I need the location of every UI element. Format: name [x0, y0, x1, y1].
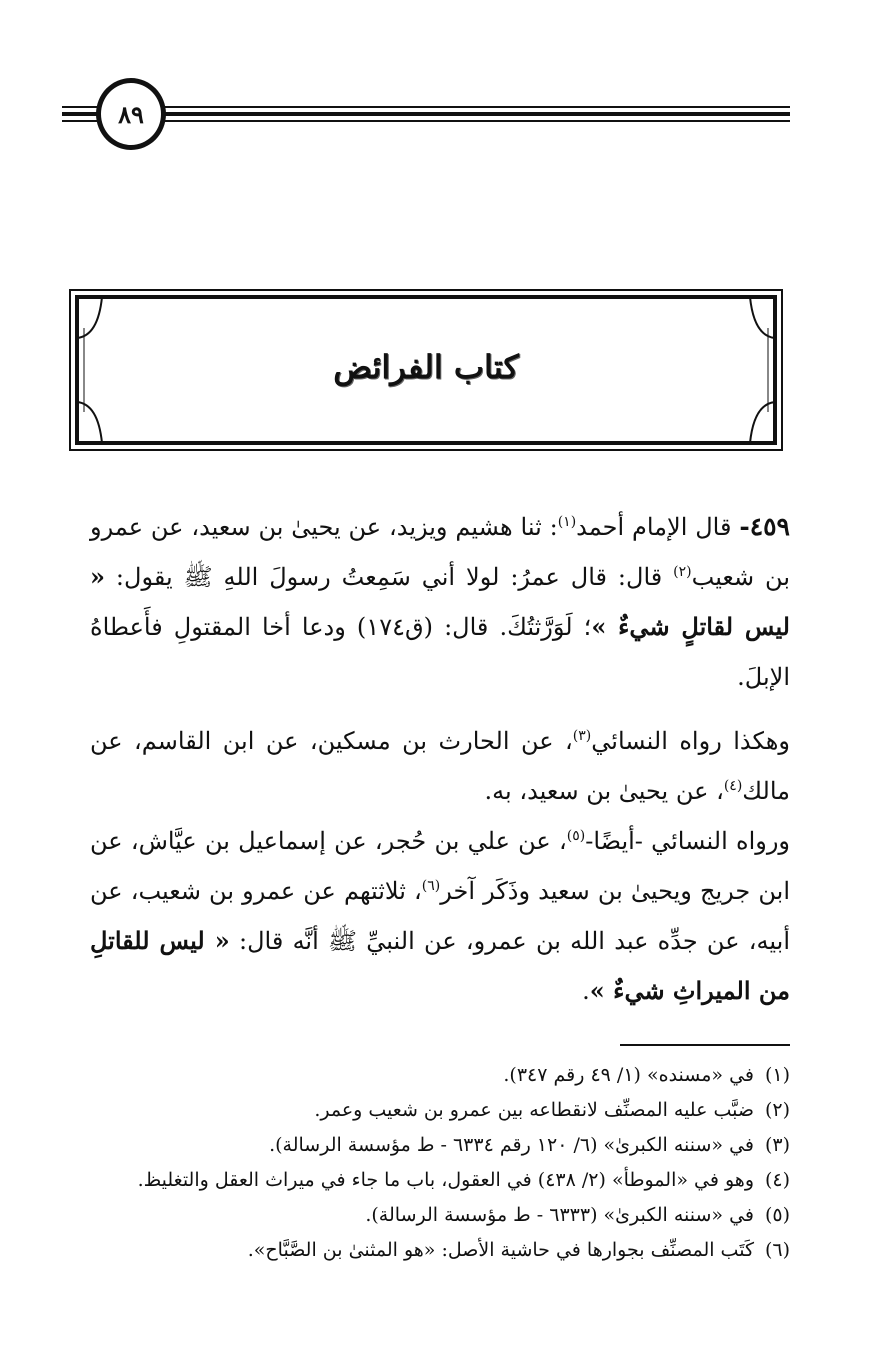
hadith-number: ٤٥٩-: [739, 512, 790, 541]
footnote-number: (١): [764, 1064, 790, 1086]
text-segment: : ثنا هشيم ويزيد، عن يحيىٰ بن سعيد، عن عمرو بن شعيب: [90, 513, 790, 591]
chapter-title: كتاب الفرائض: [333, 348, 519, 386]
text-segment: قال: قال عمرُ: لولا أني سَمِعتُ رسولَ اللهِ ﷺ يقول:: [105, 563, 674, 591]
footnote-divider: [620, 1044, 790, 1046]
text-segment: ؛ لَوَرَّثتُكَ. قال: (ق١٧٤) ودعا أخا المقتولِ فأَعطاهُ الإبلَ.: [90, 613, 790, 691]
footnote-text: كَتَب المصنِّف بجوارها في حاشية الأصل: «هو المثنىٰ بن الصَّبَّاح».: [247, 1239, 754, 1261]
footnote-item: [90, 1058, 790, 1093]
text-segment: ، عن علي بن حُجر، عن إسماعيل بن عيَّاش، عن ابن جريج ويحيىٰ بن سعيد وذَكَر آخر: [90, 827, 790, 905]
narration-paragraph: [90, 816, 790, 1016]
footnote-text: في «سننه الكبرىٰ» (٦/ ١٢٠ رقم ٦٣٣٤ - ط مؤسسة الرسالة).: [269, 1134, 754, 1156]
footnote-ref[interactable]: (٥): [566, 828, 586, 844]
prophetic-quote: « ليس للقاتلِ من الميراثِ شيءٌ »: [90, 926, 790, 1005]
footnotes: [90, 1058, 790, 1268]
header-rule: [62, 106, 790, 108]
footnote-item: [90, 1198, 790, 1233]
footnote-number: (٣): [764, 1134, 790, 1156]
narration-paragraph: [90, 716, 790, 816]
footnote-number: (٢): [764, 1099, 790, 1121]
text-segment: وهكذا رواه النسائي: [591, 727, 791, 755]
page-number: ٨٩: [96, 78, 166, 150]
footnote-ref[interactable]: (٣): [572, 728, 592, 744]
footnote-number: (٦): [764, 1239, 790, 1261]
text-segment: ، عن الحارث بن مسكين، عن ابن القاسم، عن مالك: [90, 727, 790, 805]
chapter-title-frame: [68, 288, 784, 452]
header-rule: [62, 120, 790, 122]
footnote-number: (٤): [764, 1169, 790, 1191]
footnote-text: ضبَّب عليه المصنِّف لانقطاعه بين عمرو بن شعيب وعمر.: [314, 1099, 754, 1121]
hadith-paragraph: [90, 502, 790, 702]
text-segment: قال الإمام أحمد: [576, 513, 740, 541]
footnote-number: (٥): [764, 1204, 790, 1226]
footnote-item: [90, 1163, 790, 1198]
footnote-ref[interactable]: (٢): [673, 564, 692, 580]
footnote-text: في «سننه الكبرىٰ» (٦٣٣٣ - ط مؤسسة الرسالة).: [365, 1204, 754, 1226]
text-segment: ، ثلاثتهم عن عمرو بن شعيب، عن أبيه، عن جدِّه عبد الله بن عمرو، عن النبيِّ ﷺ أنَّه قال:: [90, 877, 790, 955]
footnote-item: [90, 1128, 790, 1163]
footnote-ref[interactable]: (١): [557, 514, 577, 530]
footnote-item: [90, 1093, 790, 1128]
header-rule: [62, 112, 790, 116]
prophetic-quote: « ليس لقاتلٍ شيءٌ »: [90, 562, 790, 641]
footnote-text: وهو في «الموطأ» (٢/ ٤٣٨) في العقول، باب ما جاء في ميراث العقل والتغليظ.: [137, 1169, 754, 1191]
footnote-text: في «مسنده» (١/ ٤٩ رقم ٣٤٧).: [503, 1064, 754, 1086]
footnote-ref[interactable]: (٤): [723, 778, 743, 794]
footnote-ref[interactable]: (٦): [421, 878, 441, 894]
page-header: [62, 78, 790, 154]
footnote-item: [90, 1233, 790, 1268]
text-segment: .: [582, 977, 590, 1005]
text-segment: ورواه النسائي -أيضًا-: [585, 827, 791, 855]
text-segment: ، عن يحيىٰ بن سعيد، به.: [484, 777, 724, 805]
